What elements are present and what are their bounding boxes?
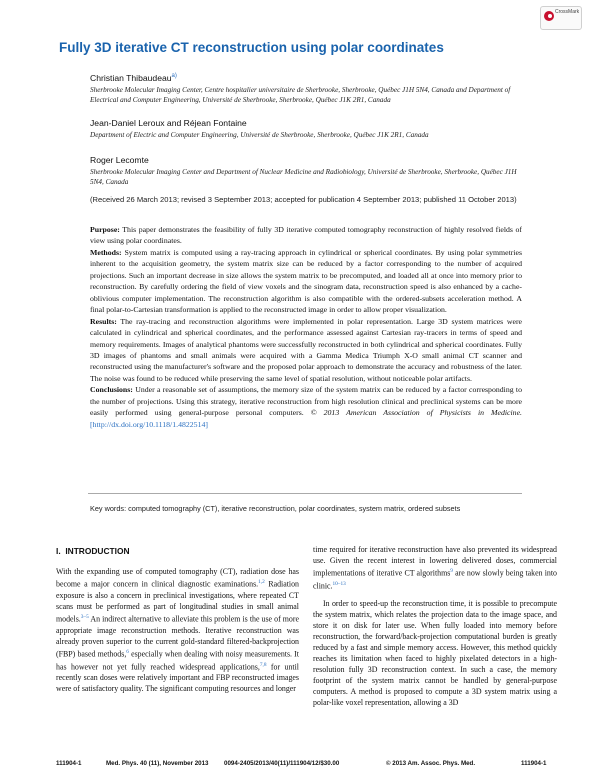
crossmark-label: CrossMark — [555, 9, 580, 15]
crossmark-badge[interactable] — [540, 6, 586, 32]
citation-link[interactable]: 3–5 — [80, 614, 89, 620]
crossmark-icon-center — [548, 14, 552, 18]
abstract-label: Results: — [90, 316, 117, 326]
citation-link[interactable]: 7,8 — [259, 661, 267, 668]
journal-info: Med. Phys. 40 (11), November 2013 — [106, 760, 209, 767]
keywords: Key words: computed tomography (CT), iterative reconstruction, polar coordinates, system matrix, ordered subsets — [90, 504, 461, 513]
abstract-conclusions: Conclusions: Under a reasonable set of assumptions, the memory size of the system matrix can be reduced by a factor corresponding to the number of projections. Using this strategy, iterative reconstruction from high resolution clinical and preclinical systems can be more easily performed using general-purpose personal computers. © 2013 American Association of Physicists in Medicine. [http://dx.doi.org/10.1118/1.4822514] — [90, 385, 522, 429]
section-title: INTRODUCTION — [65, 546, 130, 556]
section-heading — [56, 546, 130, 556]
paragraph: In order to speed-up the reconstruction time, it is possible to precompute the system matrix, which relates the projection data to the image space, and store it on disk for later use. When fully loaded into memory before reconstruction, the forward/back-projection computational burden is greatly reduced by a fast and simple memory access. However, this method quickly reaches its limitation when faced to highly pixelated detectors in a high-resolution fully 3D reconstruction context. In such a case, the memory footprint of the system matrix cannot be handled by general-purpose computers. A method is proposed to compute a 3D system matrix using a polar-like voxel representation, allowing a 3D — [313, 598, 557, 708]
author-names: Christian Thibaudeau — [90, 73, 172, 83]
affiliation-1: Sherbrooke Molecular Imaging Center, Centre hospitalier universitaire de Sherbrooke, Sherbrooke, Québec J1H 5N4, Canada and Department of Electrical and Computer Engineering, Université de Sherbrooke, Sherbrooke, Québec J1K 2R1, Canada — [90, 86, 511, 105]
author-names: Roger Lecomte — [90, 155, 149, 165]
publication-dates: (Received 26 March 2013; revised 3 September 2013; accepted for publication 4 September 2013; published 11 October 2013) — [90, 195, 517, 204]
author-names: Jean-Daniel Leroux and Réjean Fontaine — [90, 118, 247, 128]
author-line-1 — [90, 73, 177, 83]
abstract-label: Methods: — [90, 247, 122, 257]
issn-info: 0094-2405/2013/40(11)/111904/12/$30.00 — [224, 760, 340, 767]
abstract-label: Purpose: — [90, 225, 120, 234]
section-number: I. — [56, 546, 61, 556]
affiliation-2: Department of Electric and Computer Engineering, Université de Sherbrooke, Sherbrooke, Québec J1K 2R1, Canada — [90, 131, 429, 139]
paragraph: time required for iterative reconstruction have also prevented its widespread use. Given the recent interest in lowering delivered doses, commercial implementations of iterative CT algorithms$^9$ are now slowly being taken into clinic.$^{10-13}$ — [313, 545, 557, 591]
author-footnote-mark[interactable]: a) — [171, 73, 177, 80]
author-line-2 — [90, 118, 247, 128]
copyright-notice: © 2013 American Association of Physicists in Medicine. — [310, 408, 522, 418]
doi-link[interactable]: [http://dx.doi.org/10.1118/1.4822514] — [90, 419, 208, 429]
abstract-results: Results: The ray-tracing and reconstruction algorithms were implemented in polar representation. Large 3D system matrices were calculated in cylindrical and spherical coordinates, and the performance assessed against Cartesian ray-tracers in terms of speed and memory requirements. Images of analytical phantoms were successfully reconstructed in both cylindrical and spherical coordinates. Fully 3D images of phantoms and small animals were acquired with a Gamma Medica Triumph X-O small animal CT scanner and reconstructed using the manufacturer's software and the proposed polar approach to demonstrate the accuracy and robustness of the later. The noise was found to be reduced while preserving the same level of spatial resolution, without noticeable polar artifacts. — [90, 316, 523, 383]
citation-link[interactable]: 6 — [126, 648, 129, 655]
right-column — [313, 544, 557, 709]
abstract — [90, 224, 522, 430]
abstract-purpose: Purpose: This paper demonstrates the feasibility of fully 3D iterative computed tomography reconstruction of highly resolved fields of view using polar coordinates. — [90, 225, 522, 246]
page-number-left: 111904-1 — [56, 760, 82, 767]
abstract-label: Conclusions: — [90, 385, 133, 395]
abstract-methods: Methods: System matrix is computed using a ray-tracing approach in cylindrical or spherical coordinates. By using polar symmetries inherent to the acquisition geometry, the system matrix size can be reduced by a factor corresponding to the number of acquired projections. Such an important decrease in size allows the system matrix to be precomputed, and loaded all at once into memory prior to reconstruction. By carefully ordering the field of view voxels and the sinogram data, reconstruction speed is also enhanced by a cache-oblivious computer implementation. The reconstruction algorithm is also compatible with the ordered-subsets acceleration method. A final polar-to-Cartesian transformation is applied to the reconstructed image in order to allow proper visualization. — [90, 247, 523, 315]
page-number-right: 111904-1 — [521, 760, 547, 767]
affiliation-3: Sherbrooke Molecular Imaging Center and Department of Nuclear Medicine and Radiobiology, Université de Sherbrooke, Sherbrooke, Québec J1H 5N4, Canada — [90, 168, 517, 187]
paragraph: With the expanding use of computed tomography (CT), radiation dose has become a major concern in clinical diagnostic examinations.$^{1,2}$ Radiation exposure is also a concern in preclinical investigations, where repeated CT scans must be performed as part of longitudinal studies in small animal models.$^{3-5}$ An indirect alternative to alleviate this problem is the use of more appropriate image reconstruction methods. Iterative reconstruction was already proven superior to the current gold-standard filtered-backprojection (FBP) based methods,$^6$ especially when dealing with noisy measurements. It has however not yet fully reached widespread applications,$^{7,8}$ for until recently scan doses were relatively important and FBP reconstructed images were of satisfactory quality. The significant computing resources and longer — [56, 567, 300, 694]
left-column — [56, 566, 299, 695]
citation-link[interactable]: 9 — [450, 568, 453, 575]
article-title: Fully 3D iterative CT reconstruction using polar coordinates — [59, 40, 444, 55]
footer-copyright: © 2013 Am. Assoc. Phys. Med. — [386, 760, 476, 767]
citation-link[interactable]: 10–13 — [332, 580, 346, 587]
author-line-3 — [90, 155, 149, 165]
citation-link[interactable]: 1,2 — [258, 579, 265, 586]
